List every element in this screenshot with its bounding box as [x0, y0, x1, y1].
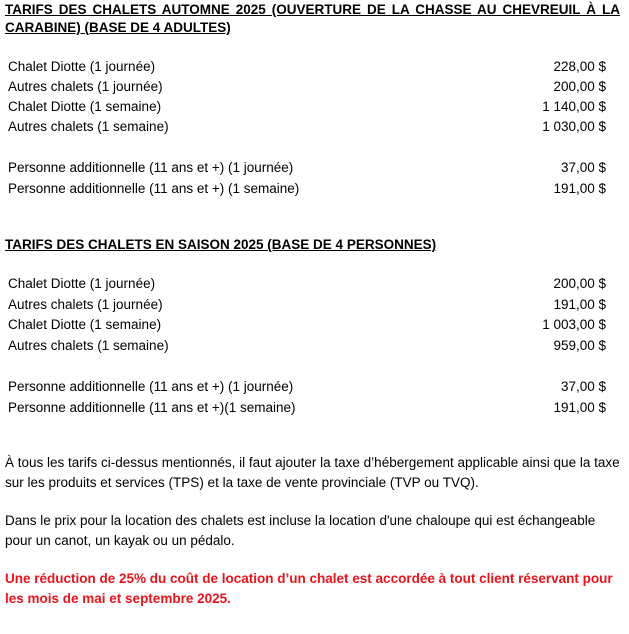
rate-price: 37,00 $: [560, 160, 606, 175]
rate-label: Personne additionnelle (11 ans et +) (1 journée): [8, 379, 294, 394]
rate-price: 1 030,00 $: [542, 119, 606, 134]
autumn-rate-row: [8, 97, 606, 117]
rate-price: 200,00 $: [553, 79, 606, 94]
rate-label: Autres chalets (1 semaine): [8, 338, 169, 353]
season-rate-row: [8, 336, 606, 356]
season-rate-row: [8, 295, 606, 315]
rate-label: Personne additionnelle (11 ans et +) (1 journée): [8, 160, 294, 175]
autumn-extra-row: [8, 158, 606, 178]
autumn-rate-row: [8, 77, 606, 97]
rate-price: 228,00 $: [553, 59, 606, 74]
taxes-note: À tous les tarifs ci-dessus mentionnés, il faut ajouter la taxe d’hébergement applicable ainsi que la taxe sur les produits et services (TPS) et la taxe de vente provinciale (TVP ou TVQ).: [5, 455, 620, 490]
autumn-rate-row: [8, 117, 606, 137]
rate-price: 1 140,00 $: [542, 99, 606, 114]
season-extra-row: [8, 377, 606, 397]
season-rate-row: [8, 315, 606, 335]
rate-label: Autres chalets (1 journée): [8, 297, 163, 312]
rate-price: 191,00 $: [553, 181, 606, 196]
rate-price: 191,00 $: [553, 297, 606, 312]
boat-note: Dans le prix pour la location des chalets est incluse la location d'une chaloupe qui est échangeable pour un canot, un kayak ou un pédalo.: [5, 513, 596, 548]
season-extra-row: [8, 398, 606, 418]
rate-label: Personne additionnelle (11 ans et +)(1 semaine): [8, 400, 296, 415]
autumn-rates-title: TARIFS DES CHALETS AUTOMNE 2025 (OUVERTURE DE LA CHASSE AU CHEVREUIL À LA CARABINE) (BASE DE 4 ADULTES): [5, 2, 620, 35]
rate-label: Chalet Diotte (1 semaine): [8, 317, 162, 332]
rate-price: 959,00 $: [553, 338, 606, 353]
rate-label: Chalet Diotte (1 semaine): [8, 99, 162, 114]
promo-note: Une réduction de 25% du coût de location d’un chalet est accordée à tout client réservant pour les mois de mai et septembre 2025.: [5, 571, 613, 606]
rate-label: Autres chalets (1 journée): [8, 79, 163, 94]
rate-price: 200,00 $: [553, 276, 606, 291]
season-rates-title: TARIFS DES CHALETS EN SAISON 2025 (BASE DE 4 PERSONNES): [5, 237, 437, 252]
rate-label: Autres chalets (1 semaine): [8, 119, 169, 134]
rate-label: Personne additionnelle (11 ans et +) (1 semaine): [8, 181, 300, 196]
autumn-extra-row: [8, 179, 606, 199]
autumn-rate-row: [8, 57, 606, 77]
rate-label: Chalet Diotte (1 journée): [8, 276, 156, 291]
rate-price: 37,00 $: [560, 379, 606, 394]
rate-price: 1 003,00 $: [542, 317, 606, 332]
rate-price: 191,00 $: [553, 400, 606, 415]
season-rate-row: [8, 274, 606, 294]
rate-label: Chalet Diotte (1 journée): [8, 59, 156, 74]
